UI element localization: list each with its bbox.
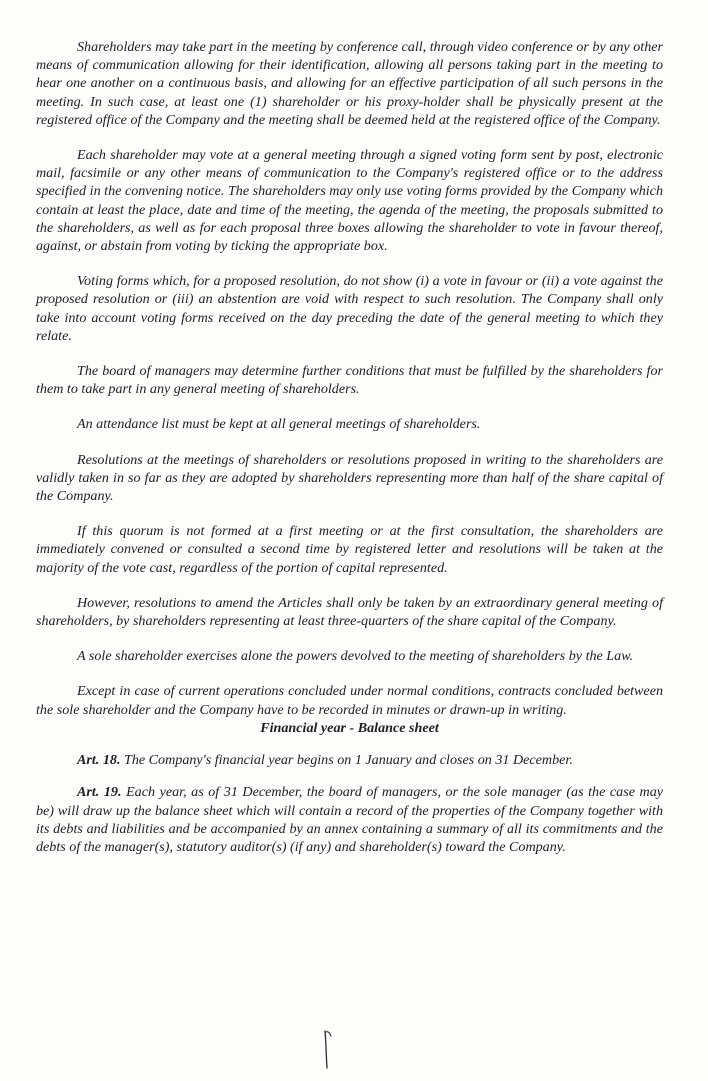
article-19-text: Each year, as of 31 December, the board of managers, or the sole manager (as the case may be) will draw up the balance sheet which will contain a record of the properties of the Company together with its debts and liabilities and be accompanied by an annex containing a summary of all its commitments and the debts of the manager(s), statutory auditor(s) (if any) and shareholder(s) toward the Company. xyxy=(36,784,664,855)
paragraph-void-voting-forms: Voting forms which, for a proposed resolution, do not show (i) a vote in favour or (ii) a vote against the proposed resolution or (iii) an abstention are void with respect to such resolution. The Company shall only take into account voting forms received on the day preceding the date of the general meeting to which they relate. xyxy=(36,273,663,344)
paragraph-voting-forms: Each shareholder may vote at a general meeting through a signed voting form sent by post, electronic mail, facsimile or any other means of communication to the Company's registered office or to the address specified in the convening notice. The shareholders may only use voting forms provided by the Company which contain at least the place, date and time of the meeting, the agenda of the meeting, the proposals submitted to the shareholders, as well as for each proposal three boxes allowing the shareholder to vote in favour thereof, against, or abstain from voting by ticking the appropriate box. xyxy=(36,147,663,255)
article-18-text: The Company's financial year begins on 1 January and closes on 31 December. xyxy=(120,752,573,769)
paragraph-board-conditions: The board of managers may determine further conditions that must be fulfilled by the shareholders for them to take part in any general meeting of shareholders. xyxy=(36,363,663,398)
paragraph-remote-participation: Shareholders may take part in the meeting by conference call, through video conference or by any other means of communication allowing for their identification, allowing all persons taking part in the meeting to hear one another on a continuous basis, and allowing for an effective participation of all such persons in the meeting. In such case, at least one (1) shareholder or his proxy-holder shall be physically present at the registered office of the Company and the meeting shall be deemed held at the registered office of the Company. xyxy=(36,39,663,128)
section-heading-financial-year: Financial year - Balance sheet xyxy=(260,719,439,736)
paragraph-attendance-list: An attendance list must be kept at all general meetings of shareholders. xyxy=(77,416,481,433)
article-18 xyxy=(36,751,663,769)
paragraph-resolutions-majority: Resolutions at the meetings of shareholders or resolutions proposed in writing to the shareholders are validly taken in so far as they are adopted by shareholders representing more than half of the share capital of the Company. xyxy=(36,451,663,505)
paragraph-amend-articles: However, resolutions to amend the Articles shall only be taken by an extraordinary general meeting of shareholders, by shareholders representing at least three-quarters of the share capital of the Company. xyxy=(36,594,663,630)
article-18-label: Art. 18. xyxy=(77,752,121,769)
article-19-label: Art. 19. xyxy=(77,784,122,801)
paragraph-sole-shareholder: A sole shareholder exercises alone the powers devolved to the meeting of shareholders by the Law. xyxy=(77,648,634,665)
paragraph-sole-shareholder-contracts: Except in case of current operations concluded under normal conditions, contracts concluded between the sole shareholder and the Company have to be recorded in minutes or drawn-up in writing. xyxy=(36,683,663,718)
text-column xyxy=(36,38,663,856)
article-19 xyxy=(36,783,663,856)
handwritten-initial-mark xyxy=(318,1027,338,1071)
paragraph-quorum: If this quorum is not formed at a first meeting or at the first consultation, the shareholders are immediately convened or consulted a second time by registered letter and resolutions will be taken at the majority of the vote cast, regardless of the portion of capital represented. xyxy=(36,523,663,576)
